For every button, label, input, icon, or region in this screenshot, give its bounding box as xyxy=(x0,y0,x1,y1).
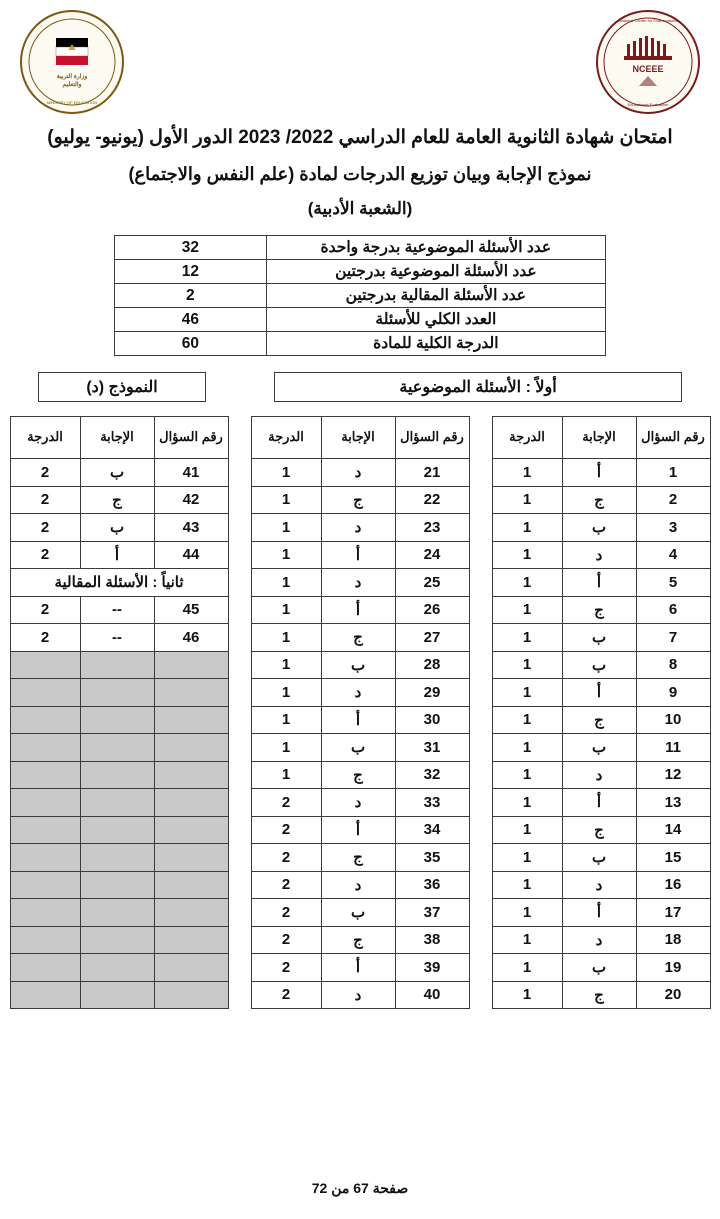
cell-grade: 1 xyxy=(251,624,321,652)
cell-question: 8 xyxy=(636,651,710,679)
cell-grade: 2 xyxy=(251,981,321,1009)
cell-empty xyxy=(80,844,154,872)
answer-table-q1-20 xyxy=(492,416,711,1009)
table-header-row xyxy=(492,417,710,459)
cell-grade: 1 xyxy=(492,761,562,789)
cell-empty xyxy=(10,954,80,982)
cell-question: 17 xyxy=(636,899,710,927)
svg-text:National Center for Examinatio: National Center for Examinations xyxy=(618,18,678,23)
table-row xyxy=(10,816,228,844)
table-row xyxy=(251,926,469,954)
cell-grade: 1 xyxy=(251,596,321,624)
table-row xyxy=(251,679,469,707)
cell-empty xyxy=(80,899,154,927)
cell-question: 28 xyxy=(395,651,469,679)
table-row xyxy=(492,899,710,927)
cell-answer: ج xyxy=(80,486,154,514)
cell-grade: 1 xyxy=(492,844,562,872)
cell-answer: ب xyxy=(321,734,395,762)
cell-empty xyxy=(10,734,80,762)
summary-value: 46 xyxy=(115,308,267,332)
cell-empty xyxy=(154,761,228,789)
cell-empty xyxy=(80,981,154,1009)
cell-grade: 1 xyxy=(251,706,321,734)
cell-question: 14 xyxy=(636,816,710,844)
cell-answer: ب xyxy=(562,954,636,982)
table-row xyxy=(10,679,228,707)
table-row xyxy=(115,332,606,356)
summary-value: 32 xyxy=(115,236,267,260)
table-row xyxy=(251,541,469,569)
cell-grade: 1 xyxy=(251,514,321,542)
table-row xyxy=(251,651,469,679)
cell-grade: 1 xyxy=(492,541,562,569)
cell-grade: 1 xyxy=(492,459,562,487)
header-answer: الإجابة xyxy=(321,417,395,459)
header-answer: الإجابة xyxy=(80,417,154,459)
cell-question: 33 xyxy=(395,789,469,817)
cell-empty xyxy=(80,954,154,982)
cell-answer: ب xyxy=(562,514,636,542)
cell-question: 15 xyxy=(636,844,710,872)
cell-answer: ج xyxy=(321,761,395,789)
table-row xyxy=(492,541,710,569)
cell-answer: ج xyxy=(321,486,395,514)
table-row xyxy=(251,789,469,817)
cell-answer: أ xyxy=(321,706,395,734)
cell-grade: 1 xyxy=(492,816,562,844)
cell-answer: د xyxy=(321,459,395,487)
cell-empty xyxy=(80,706,154,734)
table-row xyxy=(251,706,469,734)
cell-answer: أ xyxy=(321,816,395,844)
cell-question: 18 xyxy=(636,926,710,954)
cell-question: 12 xyxy=(636,761,710,789)
answer-table-q21-40 xyxy=(251,416,470,1009)
cell-question: 31 xyxy=(395,734,469,762)
summary-label: عدد الأسئلة الموضوعية بدرجة واحدة xyxy=(266,236,605,260)
cell-question: 29 xyxy=(395,679,469,707)
cell-question: 4 xyxy=(636,541,710,569)
table-row xyxy=(10,761,228,789)
table-row xyxy=(251,871,469,899)
cell-answer: د xyxy=(562,871,636,899)
table-row xyxy=(251,459,469,487)
table-row xyxy=(10,541,228,569)
table-row xyxy=(251,761,469,789)
table-row xyxy=(492,844,710,872)
table-row xyxy=(115,284,606,308)
cell-answer: ج xyxy=(562,596,636,624)
cell-answer: -- xyxy=(80,596,154,624)
table-row xyxy=(251,514,469,542)
cell-grade: 2 xyxy=(251,899,321,927)
cell-grade: 1 xyxy=(251,486,321,514)
cell-grade: 1 xyxy=(492,514,562,542)
table-row xyxy=(10,789,228,817)
header-answer: الإجابة xyxy=(562,417,636,459)
table-row xyxy=(251,734,469,762)
cell-answer: ب xyxy=(80,514,154,542)
document-titles xyxy=(0,124,720,221)
table-row xyxy=(10,459,228,487)
cell-question: 25 xyxy=(395,569,469,597)
cell-empty xyxy=(154,926,228,954)
cell-answer: د xyxy=(321,569,395,597)
cell-empty xyxy=(10,679,80,707)
header-question-number: رقم السؤال xyxy=(154,417,228,459)
table-row xyxy=(492,816,710,844)
cell-empty xyxy=(80,651,154,679)
exam-title-line-3: (الشعبة الأدبية) xyxy=(307,198,413,218)
table-row xyxy=(10,734,228,762)
cell-grade: 2 xyxy=(10,486,80,514)
cell-empty xyxy=(80,871,154,899)
cell-question: 24 xyxy=(395,541,469,569)
cell-answer: ج xyxy=(562,981,636,1009)
table-row xyxy=(492,486,710,514)
cell-grade: 1 xyxy=(492,734,562,762)
cell-grade: 1 xyxy=(251,734,321,762)
cell-question: 34 xyxy=(395,816,469,844)
cell-answer: ب xyxy=(562,651,636,679)
header-question-number: رقم السؤال xyxy=(636,417,710,459)
cell-question: 32 xyxy=(395,761,469,789)
table-row xyxy=(492,569,710,597)
cell-empty xyxy=(80,816,154,844)
cell-question: 38 xyxy=(395,926,469,954)
cell-question: 7 xyxy=(636,624,710,652)
cell-empty xyxy=(10,844,80,872)
summary-table-wrapper xyxy=(0,235,720,356)
cell-empty xyxy=(80,761,154,789)
cell-question: 23 xyxy=(395,514,469,542)
cell-answer: أ xyxy=(562,789,636,817)
table-row xyxy=(251,981,469,1009)
cell-answer: د xyxy=(321,789,395,817)
cell-question: 45 xyxy=(154,596,228,624)
svg-text:والتعليم: والتعليم xyxy=(62,82,82,88)
cell-answer: ج xyxy=(321,844,395,872)
summary-table xyxy=(114,235,606,356)
table-row xyxy=(10,651,228,679)
cell-answer: أ xyxy=(321,954,395,982)
summary-label: العدد الكلي للأسئلة xyxy=(266,308,605,332)
cell-empty xyxy=(10,789,80,817)
cell-answer: ب xyxy=(321,899,395,927)
svg-text:وزارة التربية: وزارة التربية xyxy=(56,74,88,80)
cell-answer: ج xyxy=(321,926,395,954)
table-row xyxy=(251,596,469,624)
cell-answer: د xyxy=(321,679,395,707)
cell-grade: 1 xyxy=(492,679,562,707)
cell-answer: -- xyxy=(80,624,154,652)
cell-answer: ج xyxy=(562,706,636,734)
cell-question: 42 xyxy=(154,486,228,514)
header-grade: الدرجة xyxy=(251,417,321,459)
svg-text:NCEEE: NCEEE xyxy=(632,64,664,74)
cell-empty xyxy=(154,899,228,927)
summary-label: عدد الأسئلة المقالية بدرجتين xyxy=(266,284,605,308)
objective-section-label: أولاً : الأسئلة الموضوعية xyxy=(274,372,682,402)
cell-grade: 1 xyxy=(251,651,321,679)
table-row xyxy=(10,569,228,597)
table-row xyxy=(10,871,228,899)
cell-answer: د xyxy=(321,981,395,1009)
cell-answer: د xyxy=(562,761,636,789)
table-row xyxy=(492,651,710,679)
cell-grade: 1 xyxy=(492,706,562,734)
cell-grade: 2 xyxy=(251,844,321,872)
cell-question: 19 xyxy=(636,954,710,982)
table-row xyxy=(492,596,710,624)
cell-empty xyxy=(10,706,80,734)
table-header-row xyxy=(10,417,228,459)
summary-value: 12 xyxy=(115,260,267,284)
cell-question: 5 xyxy=(636,569,710,597)
cell-empty xyxy=(10,761,80,789)
header-grade: الدرجة xyxy=(492,417,562,459)
cell-grade: 2 xyxy=(251,789,321,817)
table-row xyxy=(492,761,710,789)
cell-question: 20 xyxy=(636,981,710,1009)
cell-question: 13 xyxy=(636,789,710,817)
cell-question: 30 xyxy=(395,706,469,734)
cell-empty xyxy=(154,679,228,707)
table-row xyxy=(492,789,710,817)
cell-answer: ج xyxy=(562,486,636,514)
cell-grade: 2 xyxy=(251,954,321,982)
table-row xyxy=(10,844,228,872)
cell-grade: 1 xyxy=(492,596,562,624)
table-row xyxy=(251,899,469,927)
exam-title-line-1: امتحان شهادة الثانوية العامة للعام الدراسي 2022/ 2023 الدور الأول (يونيو- يوليو) xyxy=(47,127,673,148)
svg-text:MINISTRY OF EDUCATION: MINISTRY OF EDUCATION xyxy=(46,100,98,105)
cell-empty xyxy=(154,651,228,679)
cell-answer: أ xyxy=(562,679,636,707)
cell-grade: 1 xyxy=(492,789,562,817)
table-row xyxy=(10,624,228,652)
table-row xyxy=(492,954,710,982)
cell-question: 21 xyxy=(395,459,469,487)
svg-text:Educational Evaluation: Educational Evaluation xyxy=(627,102,669,107)
cell-question: 6 xyxy=(636,596,710,624)
table-row xyxy=(115,236,606,260)
table-header-row xyxy=(251,417,469,459)
cell-empty xyxy=(10,981,80,1009)
cell-empty xyxy=(80,734,154,762)
cell-question: 26 xyxy=(395,596,469,624)
cell-empty xyxy=(154,954,228,982)
table-row xyxy=(492,624,710,652)
table-row xyxy=(492,459,710,487)
cell-grade: 2 xyxy=(10,624,80,652)
cell-answer: ب xyxy=(562,844,636,872)
cell-question: 46 xyxy=(154,624,228,652)
cell-answer: ب xyxy=(562,624,636,652)
table-row xyxy=(492,734,710,762)
table-row xyxy=(10,926,228,954)
cell-grade: 1 xyxy=(492,926,562,954)
table-row xyxy=(10,486,228,514)
table-row xyxy=(10,899,228,927)
table-row xyxy=(251,486,469,514)
cell-grade: 2 xyxy=(251,816,321,844)
table-row xyxy=(10,514,228,542)
cell-question: 2 xyxy=(636,486,710,514)
cell-empty xyxy=(154,981,228,1009)
table-row xyxy=(10,706,228,734)
cell-answer: د xyxy=(321,514,395,542)
ministry-of-education-logo xyxy=(18,8,126,116)
cell-empty xyxy=(10,651,80,679)
cell-answer: أ xyxy=(562,569,636,597)
table-row xyxy=(492,981,710,1009)
header-logos xyxy=(0,0,720,118)
table-row xyxy=(251,816,469,844)
cell-question: 27 xyxy=(395,624,469,652)
cell-answer: أ xyxy=(562,899,636,927)
cell-empty xyxy=(80,679,154,707)
table-row xyxy=(115,260,606,284)
cell-empty xyxy=(80,789,154,817)
cell-question: 10 xyxy=(636,706,710,734)
summary-label: الدرجة الكلية للمادة xyxy=(266,332,605,356)
cell-answer: ب xyxy=(80,459,154,487)
cell-grade: 1 xyxy=(251,679,321,707)
cell-grade: 2 xyxy=(10,514,80,542)
cell-answer: ج xyxy=(321,624,395,652)
cell-question: 35 xyxy=(395,844,469,872)
cell-grade: 1 xyxy=(251,761,321,789)
table-row xyxy=(492,926,710,954)
cell-empty xyxy=(154,734,228,762)
table-row xyxy=(492,871,710,899)
cell-grade: 1 xyxy=(251,541,321,569)
cell-question: 44 xyxy=(154,541,228,569)
table-row xyxy=(251,954,469,982)
cell-empty xyxy=(154,789,228,817)
cell-empty xyxy=(10,899,80,927)
cell-empty xyxy=(154,871,228,899)
cell-grade: 2 xyxy=(10,596,80,624)
cell-grade: 1 xyxy=(492,871,562,899)
cell-answer: أ xyxy=(321,541,395,569)
cell-grade: 1 xyxy=(251,459,321,487)
section-bar xyxy=(0,372,720,402)
cell-empty xyxy=(80,926,154,954)
cell-question: 37 xyxy=(395,899,469,927)
table-row xyxy=(115,308,606,332)
essay-section-header: ثانياً : الأسئلة المقالية xyxy=(10,569,228,597)
cell-question: 9 xyxy=(636,679,710,707)
cell-empty xyxy=(154,816,228,844)
cell-answer: د xyxy=(562,541,636,569)
table-row xyxy=(492,706,710,734)
cell-answer: ج xyxy=(562,816,636,844)
cell-empty xyxy=(154,706,228,734)
page-number-text: صفحة 67 من 72 xyxy=(311,1180,409,1196)
cell-question: 11 xyxy=(636,734,710,762)
cell-grade: 1 xyxy=(492,981,562,1009)
answer-tables xyxy=(0,416,720,1009)
cell-question: 36 xyxy=(395,871,469,899)
cell-question: 39 xyxy=(395,954,469,982)
cell-grade: 2 xyxy=(251,926,321,954)
cell-question: 43 xyxy=(154,514,228,542)
cell-grade: 1 xyxy=(492,954,562,982)
exam-title-line-2: نموذج الإجابة وبيان توزيع الدرجات لمادة (علم النفس والاجتماع) xyxy=(128,163,592,184)
cell-question: 1 xyxy=(636,459,710,487)
cell-question: 3 xyxy=(636,514,710,542)
header-grade: الدرجة xyxy=(10,417,80,459)
summary-label: عدد الأسئلة الموضوعية بدرجتين xyxy=(266,260,605,284)
table-row xyxy=(251,624,469,652)
nceee-logo xyxy=(594,8,702,116)
cell-question: 40 xyxy=(395,981,469,1009)
table-row xyxy=(10,981,228,1009)
page-footer xyxy=(0,1180,720,1197)
summary-value: 2 xyxy=(115,284,267,308)
cell-grade: 1 xyxy=(492,486,562,514)
cell-empty xyxy=(10,871,80,899)
cell-grade: 2 xyxy=(10,541,80,569)
cell-answer: د xyxy=(562,926,636,954)
cell-grade: 1 xyxy=(492,899,562,927)
cell-empty xyxy=(10,926,80,954)
table-row xyxy=(492,679,710,707)
cell-grade: 2 xyxy=(10,459,80,487)
table-row xyxy=(10,954,228,982)
cell-grade: 1 xyxy=(492,624,562,652)
cell-empty xyxy=(154,844,228,872)
cell-question: 16 xyxy=(636,871,710,899)
cell-answer: ب xyxy=(321,651,395,679)
cell-grade: 2 xyxy=(251,871,321,899)
cell-answer: أ xyxy=(562,459,636,487)
cell-answer: د xyxy=(321,871,395,899)
header-question-number: رقم السؤال xyxy=(395,417,469,459)
table-row xyxy=(492,514,710,542)
model-label: النموذج (د) xyxy=(38,372,206,402)
cell-grade: 1 xyxy=(251,569,321,597)
cell-grade: 1 xyxy=(492,569,562,597)
table-row xyxy=(251,569,469,597)
table-row xyxy=(251,844,469,872)
cell-grade: 1 xyxy=(492,651,562,679)
cell-answer: أ xyxy=(321,596,395,624)
cell-question: 22 xyxy=(395,486,469,514)
cell-empty xyxy=(10,816,80,844)
cell-question: 41 xyxy=(154,459,228,487)
cell-answer: ب xyxy=(562,734,636,762)
cell-answer: أ xyxy=(80,541,154,569)
answer-table-q41-46 xyxy=(10,416,229,1009)
table-row xyxy=(10,596,228,624)
summary-value: 60 xyxy=(115,332,267,356)
